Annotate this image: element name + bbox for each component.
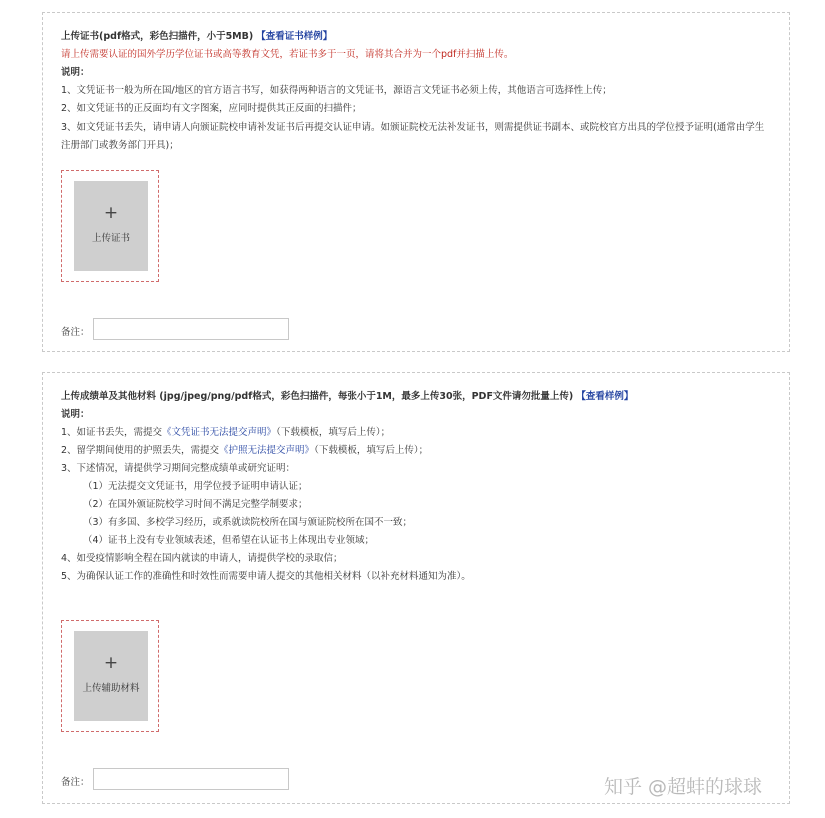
cert-notes-heading: 说明： <box>61 67 90 78</box>
cert-remark-input[interactable] <box>93 318 289 340</box>
materials-note-5: 5、为确保认证工作的准确性和时效性而需要申请人提交的其他相关材料（以补充材料通知为准）。 <box>61 571 471 582</box>
materials-note-3: 3、下述情况，请提供学习期间完整成绩单或研究证明： <box>61 463 296 474</box>
certificate-upload-section <box>42 12 790 352</box>
upload-materials-label: 上传辅助材料 <box>82 683 140 694</box>
materials-sub-note: （4）证书上没有专业领域表述，但希望在认证书上体现出专业领域； <box>83 535 375 546</box>
cert-warning-text: 请上传需要认证的国外学历学位证书或高等教育文凭，若证书多于一页，请将其合并为一个pdf并扫描上传。 <box>61 49 514 60</box>
materials-notes-heading: 说明： <box>61 409 90 420</box>
upload-certificate-button[interactable] <box>61 170 159 282</box>
materials-sub-note: （2）在国外颁证院校学习时间不满足完整学制要求； <box>83 499 308 510</box>
materials-note-4: 4、如受疫情影响全程在国内就读的申请人，请提供学校的录取信； <box>61 553 343 564</box>
materials-section-title: 上传成绩单及其他材料 (jpg/jpeg/png/pdf格式，彩色扫描件，每张小于1M，最多上传30张，PDF文件请勿批量上传) <box>61 391 574 402</box>
materials-sub-note: （1）无法提交文凭证书，用学位授予证明申请认证； <box>83 481 308 492</box>
note-text: 2、留学期间使用的护照丢失，需提交 <box>61 445 220 456</box>
zhihu-watermark: 知乎 @超蚌的球球 <box>604 776 763 798</box>
materials-remark-input[interactable] <box>93 768 289 790</box>
materials-title-line <box>61 390 777 404</box>
upload-materials-tile[interactable] <box>74 631 148 721</box>
cert-title-line <box>61 30 777 44</box>
materials-sample-link[interactable]: 【查看样例】 <box>576 391 634 402</box>
cert-note-item: 3、如文凭证书丢失，请申请人向颁证院校申请补发证书后再提交认证申请。如颁证院校无法补发证书，则需提供证书副本、或院校官方出具的学位授予证明(通常由学生注册部门或教务部门开具)； <box>61 122 765 151</box>
materials-note-1 <box>61 426 777 440</box>
passport-declaration-link[interactable]: 《护照无法提交声明》 <box>219 445 315 456</box>
note-text: （下载模板，填写后上传）； <box>276 427 391 438</box>
materials-sub-note: （3）有多国、多校学习经历，或系就读院校所在国与颁证院校所在国不一致； <box>83 517 413 528</box>
cert-note-item: 2、如文凭证书的正反面均有文字图案，应同时提供其正反面的扫描件； <box>61 103 362 114</box>
plus-icon: + <box>103 653 119 673</box>
materials-upload-section <box>42 372 790 804</box>
cert-sample-link[interactable]: 【查看证书样例】 <box>256 31 333 42</box>
upload-materials-button[interactable] <box>61 620 159 732</box>
upload-certificate-tile[interactable] <box>74 181 148 271</box>
remark-label: 备注： <box>61 777 90 788</box>
diploma-declaration-link[interactable]: 《文凭证书无法提交声明》 <box>162 427 277 438</box>
upload-certificate-label: 上传证书 <box>91 233 130 244</box>
cert-section-title: 上传证书(pdf格式，彩色扫描件，小于5MB) <box>61 31 254 42</box>
materials-note-2 <box>61 444 777 458</box>
note-text: （下载模板，填写后上传）； <box>314 445 429 456</box>
remark-label: 备注： <box>61 327 90 338</box>
note-text: 1、如证书丢失，需提交 <box>61 427 163 438</box>
plus-icon: + <box>103 203 119 223</box>
cert-note-item: 1、文凭证书一般为所在国/地区的官方语言书写，如获得两种语言的文凭证书，源语言文凭证书必须上传，其他语言可选择性上传； <box>61 85 612 96</box>
